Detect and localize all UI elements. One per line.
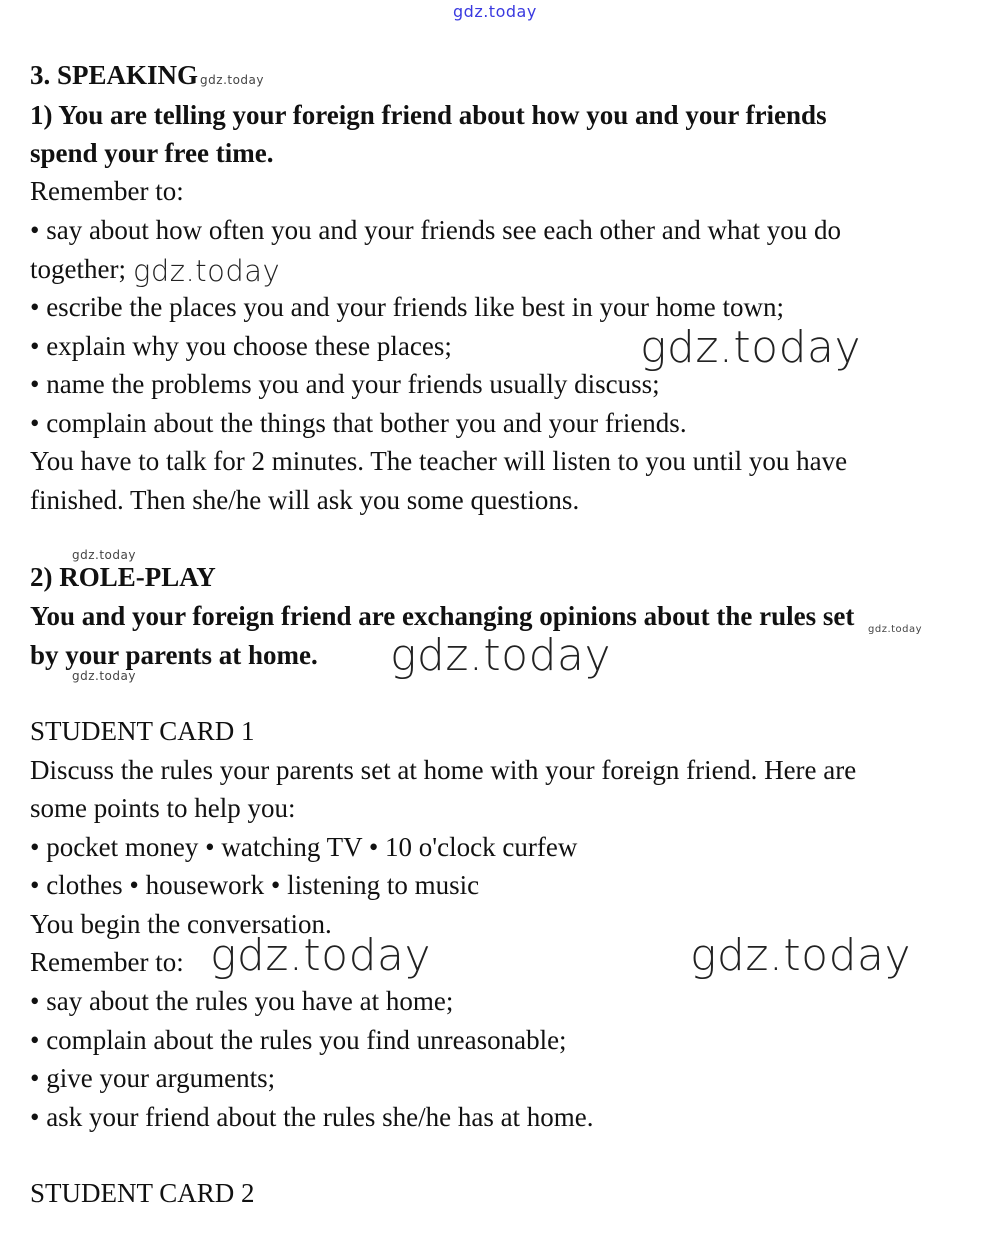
student-card-1-title: STUDENT CARD 1 [30,716,255,746]
points-line: • pocket money • watching TV • 10 o'clock curfew [30,832,578,862]
bullet-item: • say about the rules you have at home; [30,986,454,1016]
section-heading [30,55,264,100]
points-line: • clothes • housework • listening to music [30,870,480,900]
remember-label: Remember to: [30,176,184,206]
watermark: gdz.today [72,548,136,562]
bullet-item-continuation: together; [30,254,126,284]
watermark: gdz.today [210,930,432,981]
watermark: gdz.today [640,322,862,373]
task-line: by your parents at home. [30,640,318,670]
watermark: gdz.today [690,930,912,981]
instructions-line: You have to talk for 2 minutes. The teacher will listen to you until you have [30,446,848,476]
task-line: You and your foreign friend are exchanging opinions about the rules set [30,601,855,631]
roleplay-heading: 2) ROLE-PLAY [30,562,216,592]
bullet-item: • complain about the rules you find unreasonable; [30,1025,567,1055]
bullet-item: • ask your friend about the rules she/he has at home. [30,1102,594,1132]
instructions-line: finished. Then she/he will ask you some questions. [30,485,580,515]
bullet-item: • name the problems you and your friends usually discuss; [30,369,660,399]
card-text-line: Discuss the rules your parents set at home with your foreign friend. Here are [30,755,857,785]
bullet-item: • complain about the things that bother you and your friends. [30,408,687,438]
bullet-item: • say about how often you and your friends see each other and what you do [30,215,841,245]
begin-line: You begin the conversation. [30,909,332,939]
watermark: gdz.today [390,630,612,681]
watermark: gdz.today [72,669,136,683]
remember-label: Remember to: [30,947,184,977]
student-card-2-title: STUDENT CARD 2 [30,1178,255,1208]
watermark-top: gdz.today [453,2,537,21]
bullet-item: • give your arguments; [30,1063,276,1093]
heading-text: 3. SPEAKING [30,60,199,90]
bullet-item: • escribe the places you and your friends like best in your home town; [30,292,785,322]
watermark: gdz.today [200,73,264,87]
watermark: gdz.today [868,624,923,635]
task-title-line: spend your free time. [30,138,274,168]
bullet-item: • explain why you choose these places; [30,331,452,361]
card-text-line: some points to help you: [30,793,296,823]
watermark: gdz.today [133,254,281,288]
task-title-line: 1) You are telling your foreign friend about how you and your friends [30,100,827,130]
